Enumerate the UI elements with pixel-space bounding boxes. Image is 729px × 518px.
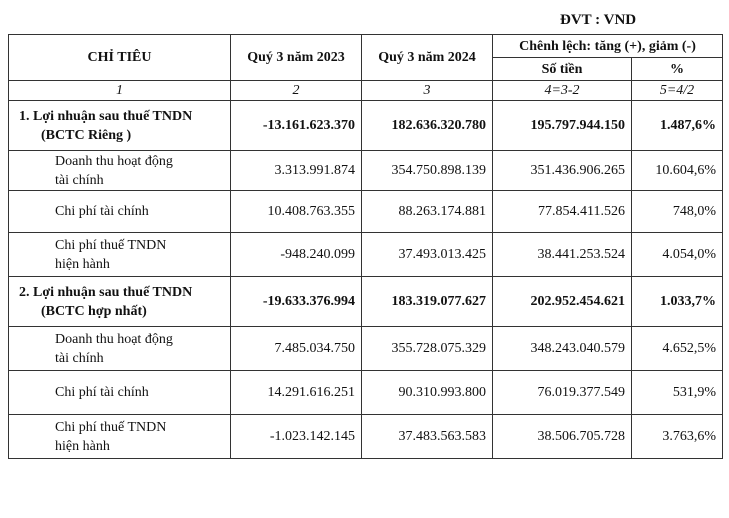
- profit-table: [8, 34, 723, 459]
- row-label: Chi phí thuế TNDN hiện hành: [9, 415, 231, 459]
- value-q3-2024: 355.728.075.329: [362, 327, 493, 371]
- value-q3-2024: 90.310.993.800: [362, 371, 493, 415]
- value-q3-2024: 37.483.563.583: [362, 415, 493, 459]
- value-q3-2023: 14.291.616.251: [231, 371, 362, 415]
- table-row: [9, 233, 723, 277]
- value-q3-2023: -1.023.142.145: [231, 415, 362, 459]
- index-cell: 2: [231, 81, 362, 101]
- value-diff: 77.854.411.526: [493, 191, 632, 233]
- table-row: [9, 415, 723, 459]
- value-pct: 748,0%: [632, 191, 723, 233]
- value-q3-2023: 10.408.763.355: [231, 191, 362, 233]
- table-row: [9, 191, 723, 233]
- unit-label: ĐVT : VND: [560, 12, 637, 28]
- value-q3-2024: 88.263.174.881: [362, 191, 493, 233]
- row-label: Chi phí tài chính: [9, 191, 231, 233]
- header-diff-amount: Số tiền: [493, 58, 632, 81]
- row-label: Chi phí tài chính: [9, 371, 231, 415]
- value-q3-2023: -19.633.376.994: [231, 277, 362, 327]
- value-diff: 348.243.040.579: [493, 327, 632, 371]
- value-q3-2024: 37.493.013.425: [362, 233, 493, 277]
- value-pct: 1.487,6%: [632, 101, 723, 151]
- value-q3-2024: 183.319.077.627: [362, 277, 493, 327]
- value-pct: 4.054,0%: [632, 233, 723, 277]
- header-q3-2023: Quý 3 năm 2023: [231, 35, 362, 81]
- index-cell: 4=3-2: [493, 81, 632, 101]
- value-diff: 351.436.906.265: [493, 151, 632, 191]
- value-q3-2023: -948.240.099: [231, 233, 362, 277]
- header-q3-2024: Quý 3 năm 2024: [362, 35, 493, 81]
- value-diff: 38.441.253.524: [493, 233, 632, 277]
- table-row: [9, 151, 723, 191]
- table-row: [9, 371, 723, 415]
- value-pct: 4.652,5%: [632, 327, 723, 371]
- value-pct: 3.763,6%: [632, 415, 723, 459]
- row-label: Doanh thu hoạt động tài chính: [9, 327, 231, 371]
- index-cell: 3: [362, 81, 493, 101]
- value-q3-2023: 3.313.991.874: [231, 151, 362, 191]
- value-diff: 202.952.454.621: [493, 277, 632, 327]
- value-pct: 531,9%: [632, 371, 723, 415]
- value-diff: 38.506.705.728: [493, 415, 632, 459]
- table-row: [9, 327, 723, 371]
- header-indicator: CHỈ TIÊU: [9, 35, 231, 81]
- value-pct: 10.604,6%: [632, 151, 723, 191]
- value-q3-2024: 182.636.320.780: [362, 101, 493, 151]
- value-diff: 76.019.377.549: [493, 371, 632, 415]
- value-pct: 1.033,7%: [632, 277, 723, 327]
- row-label: Doanh thu hoạt động tài chính: [9, 151, 231, 191]
- index-row: [9, 81, 723, 101]
- value-q3-2024: 354.750.898.139: [362, 151, 493, 191]
- header-diff-percent: %: [632, 58, 723, 81]
- index-cell: 5=4/2: [632, 81, 723, 101]
- row-label: 2. Lợi nhuận sau thuế TNDN (BCTC hợp nhất): [9, 277, 231, 327]
- table-row: [9, 277, 723, 327]
- header-difference: Chênh lệch: tăng (+), giảm (-): [493, 35, 723, 58]
- value-diff: 195.797.944.150: [493, 101, 632, 151]
- value-q3-2023: -13.161.623.370: [231, 101, 362, 151]
- index-cell: 1: [9, 81, 231, 101]
- row-label: Chi phí thuế TNDN hiện hành: [9, 233, 231, 277]
- value-q3-2023: 7.485.034.750: [231, 327, 362, 371]
- row-label: 1. Lợi nhuận sau thuế TNDN (BCTC Riêng ): [9, 101, 231, 151]
- table-row: [9, 101, 723, 151]
